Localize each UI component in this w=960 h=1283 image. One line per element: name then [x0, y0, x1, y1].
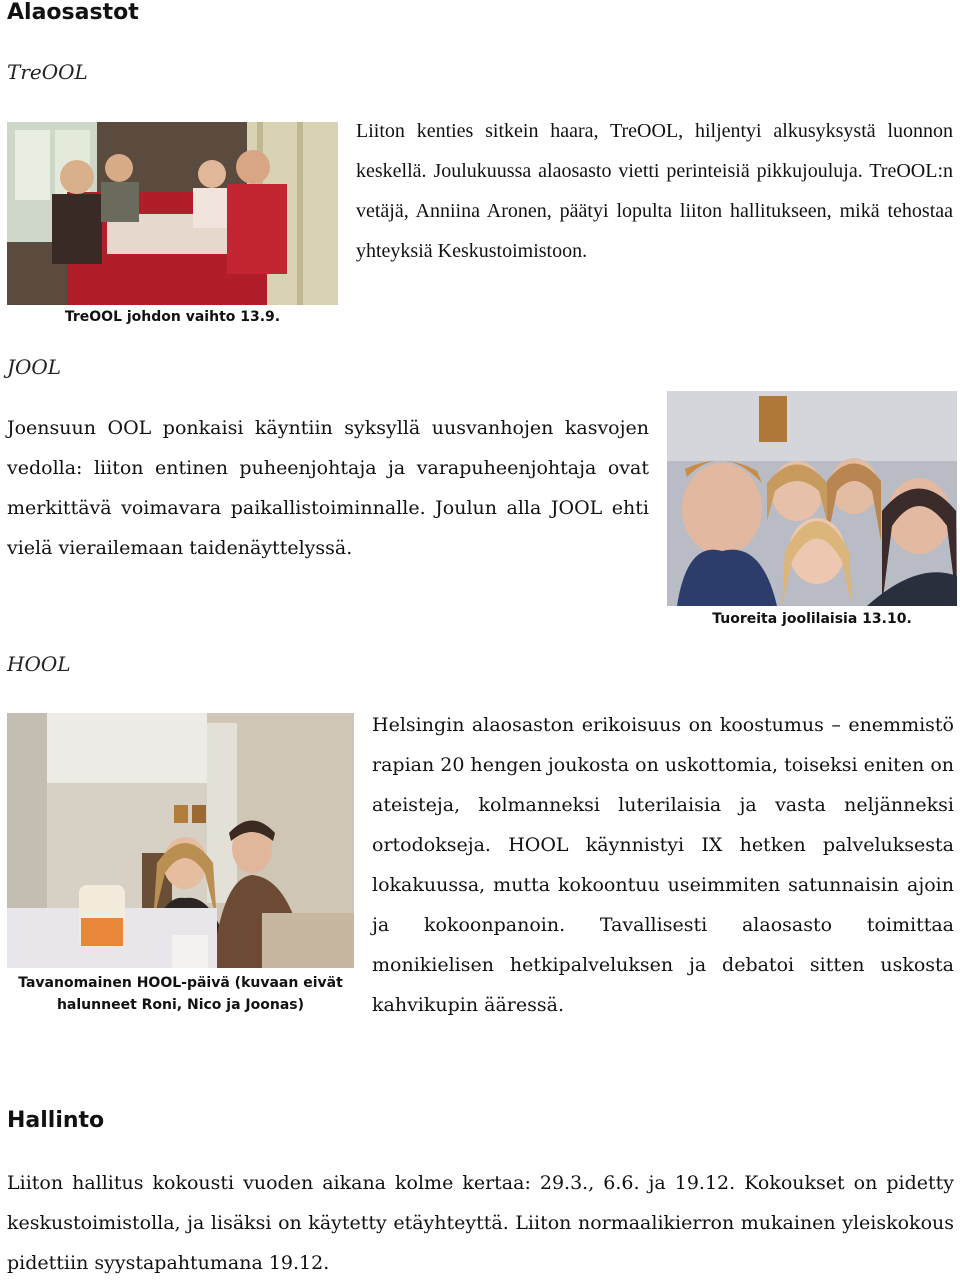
- hool-photo: [7, 713, 354, 968]
- treool-caption: TreOOL johdon vaihto 13.9.: [64, 309, 281, 325]
- section-title-hallinto: Hallinto: [7, 1108, 105, 1133]
- treool-paragraph: Liiton kenties sitkein haara, TreOOL, hiljentyi alkusyksystä luonnon keskellä. Joulukuussa alaosasto vietti perinteisiä pikkujouluja. TreOOL:n vetäjä, Anniina Aronen, päätyi lopulta liiton hallitukseen, mikä tehostaa yhteyksiä Keskustoimistoon.: [356, 120, 953, 262]
- section-title-treool: TreOOL: [7, 60, 88, 84]
- section-title-hool: HOOL: [7, 652, 71, 676]
- jool-caption: Tuoreita joolilaisia 13.10.: [712, 611, 912, 627]
- jool-photo: [667, 391, 957, 606]
- treool-photo: [7, 122, 338, 305]
- page-title: Alaosastot: [7, 0, 139, 25]
- section-title-jool: JOOL: [7, 355, 62, 379]
- hool-paragraph: Helsingin alaosaston erikoisuus on koostumus – enemmistö rapian 20 hengen joukosta on uskottomia, toiseksi eniten on ateisteja, kolmanneksi luterilaisia ja vasta neljänneksi ortodokseja. HOOL käynnistyi IX hetken palveluksesta lokakuussa, mutta kokoontuu useimmiten satunnaisin ajoin ja kokoonpanoin. Tavallisesti alaosasto toimittaa monikielisen hetkipalveluksen ja debatoi sitten uskosta kahvikupin ääressä.: [372, 714, 954, 1016]
- jool-paragraph: Joensuun OOL ponkaisi käyntiin syksyllä uusvanhojen kasvojen vedolla: liiton entinen puheenjohtaja ja varapuheenjohtaja ovat merkittävä voimavara paikallistoiminnalle. Joulun alla JOOL ehti vielä vierailemaan taidenäyttelyssä.: [7, 417, 649, 559]
- hool-caption: Tavanomainen HOOL-päivä (kuvaan eivät halunneet Roni, Nico ja Joonas): [18, 975, 343, 1013]
- hallinto-paragraph: Liiton hallitus kokousti vuoden aikana kolme kertaa: 29.3., 6.6. ja 19.12. Kokoukset on pidetty keskustoimistolla, ja lisäksi on käytetty etäyhteyttä. Liiton normaalikierron mukainen yleiskokous pidettiin syystapahtumana 19.12.: [7, 1172, 954, 1274]
